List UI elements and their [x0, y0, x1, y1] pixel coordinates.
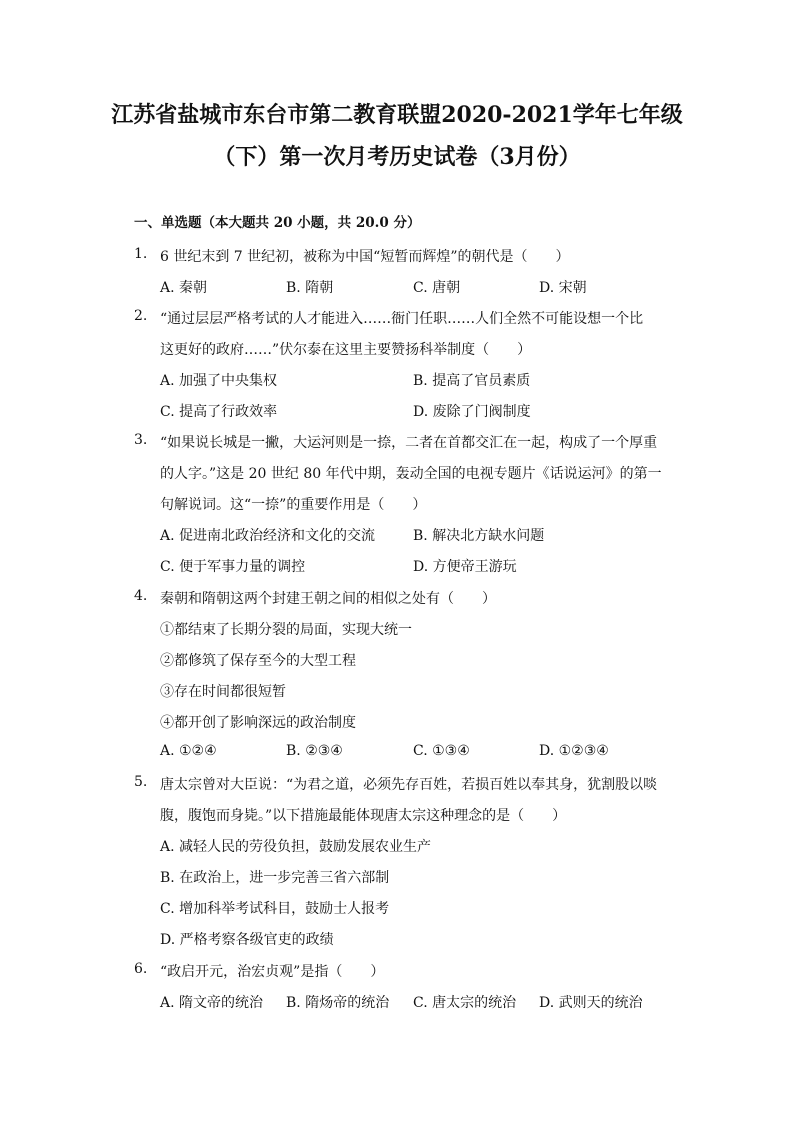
question-4-stem: 秦朝和隋朝这两个封建王朝之间的相似之处有（ ） [160, 591, 496, 607]
question-6-option-d: D. 武则天的统治 [539, 995, 643, 1011]
question-1-stem: 6 世纪末到 7 世纪初，被称为中国“短暂而辉煌”的朝代是（ ） [160, 249, 570, 265]
question-1-option-b: B. 隋朝 [286, 280, 334, 296]
question-2-option-b: B. 提高了官员素质 [413, 373, 531, 389]
question-6-option-a: A. 隋文帝的统治 [160, 995, 264, 1011]
question-3-option-a: A. 促进南北政治经济和文化的交流 [160, 528, 376, 544]
question-1-option-a: A. 秦朝 [160, 280, 208, 296]
question-5-option-b: B. 在政治上，进一步完善三省六部制 [160, 870, 390, 886]
question-6-option-b: B. 隋炀帝的统治 [286, 995, 390, 1011]
question-5-stem-line-1: 唐太宗曾对大臣说：“为君之道，必须先存百姓，若损百姓以奉其身，犹割股以啖 [160, 777, 658, 793]
question-4-option-c: C. ①③④ [413, 743, 470, 759]
question-6-option-c: C. 唐太宗的统治 [413, 995, 517, 1011]
question-3-stem-line-2: 的人字。”这是 20 世纪 80 年代中期，轰动全国的电视专题片《话说运河》的第一 [160, 466, 662, 482]
question-6-stem: “政启开元，治宏贞观”是指（ ） [160, 964, 385, 980]
question-4-statement-3: ③存在时间都很短暂 [160, 684, 286, 700]
question-3-option-b: B. 解决北方缺水问题 [413, 528, 545, 544]
question-1-option-c: C. 唐朝 [413, 280, 461, 296]
question-3-stem-line-1: “如果说长城是一撇，大运河则是一捺，二者在首都交汇在一起，构成了一个厚重 [160, 435, 658, 451]
question-2-stem-line-2: 这更好的政府……”伏尔泰在这里主要赞扬科举制度（ ） [160, 342, 532, 358]
question-4-statement-2: ②都修筑了保存至今的大型工程 [160, 653, 356, 669]
question-4-statement-4: ④都开创了影响深远的政治制度 [160, 715, 356, 731]
question-5-stem-line-2: 腹，腹饱而身毙。”以下措施最能体现唐太宗这种理念的是（ ） [160, 808, 567, 824]
question-5-option-a: A. 减轻人民的劳役负担，鼓励发展农业生产 [160, 839, 432, 855]
question-4-option-a: A. ①②④ [160, 743, 217, 759]
question-5-option-c: C. 增加科举考试科目，鼓励士人报考 [160, 901, 390, 917]
question-5-option-d: D. 严格考察各级官吏的政绩 [160, 932, 334, 948]
exam-title-line-1: 江苏省盐城市东台市第二教育联盟2020-2021学年七年级 [111, 102, 683, 128]
question-3-option-d: D. 方便帝王游玩 [413, 559, 517, 575]
question-4-option-b: B. ②③④ [286, 743, 343, 759]
question-2-option-d: D. 废除了门阀制度 [413, 404, 531, 420]
exam-title-line-2: （下）第一次月考历史试卷（3月份） [213, 144, 581, 170]
question-3-option-c: C. 便于军事力量的调控 [160, 559, 306, 575]
question-1-number: 1. [134, 246, 148, 262]
question-5-number: 5. [134, 774, 148, 790]
question-4-option-d: D. ①②③④ [539, 743, 609, 759]
question-2-option-a: A. 加强了中央集权 [160, 373, 278, 389]
question-2-option-c: C. 提高了行政效率 [160, 404, 278, 420]
question-2-stem-line-1: “通过层层严格考试的人才能进入……衙门任职……人们全然不可能设想一个比 [160, 311, 644, 327]
question-4-statement-1: ①都结束了长期分裂的局面，实现大统一 [160, 622, 412, 638]
question-2-number: 2. [134, 308, 148, 324]
question-3-number: 3. [134, 432, 148, 448]
question-4-number: 4. [134, 588, 148, 604]
question-3-stem-line-3: 句解说词。这“一捺”的重要作用是（ ） [160, 497, 427, 513]
question-6-number: 6. [134, 961, 148, 977]
question-1-option-d: D. 宋朝 [539, 280, 587, 296]
section-heading: 一、单选题（本大题共 20 小题，共 20.0 分） [134, 215, 421, 231]
